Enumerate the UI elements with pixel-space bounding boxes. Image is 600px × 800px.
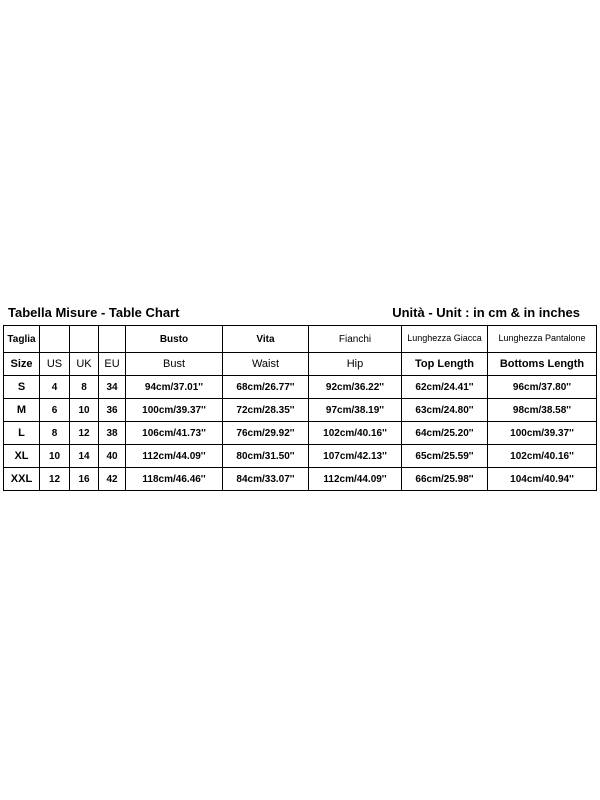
- table-row: [4, 376, 597, 399]
- cell-waist: 68cm/26.77'': [223, 376, 309, 399]
- header-us: US: [40, 353, 70, 376]
- header-size: Size: [4, 353, 40, 376]
- cell-eu: 34: [99, 376, 126, 399]
- cell-bust: 118cm/46.46'': [126, 468, 223, 491]
- header-top-length: Top Length: [402, 353, 488, 376]
- table-row: [4, 468, 597, 491]
- cell-bottoms-length: 98cm/38.58'': [488, 399, 597, 422]
- table-row: [4, 422, 597, 445]
- cell-bottoms-length: 102cm/40.16'': [488, 445, 597, 468]
- header-hip: Hip: [309, 353, 402, 376]
- header-row-english: [4, 353, 597, 376]
- cell-uk: 12: [70, 422, 99, 445]
- header-vita: Vita: [223, 326, 309, 353]
- cell-waist: 76cm/29.92'': [223, 422, 309, 445]
- cell-bottoms-length: 96cm/37.80'': [488, 376, 597, 399]
- header-lunghezza-pantalone: Lunghezza Pantalone: [488, 326, 597, 353]
- header-uk: UK: [70, 353, 99, 376]
- cell-waist: 72cm/28.35'': [223, 399, 309, 422]
- header-lunghezza-giacca: Lunghezza Giacca: [402, 326, 488, 353]
- header-busto: Busto: [126, 326, 223, 353]
- header-row-italian: [4, 326, 597, 353]
- header-it-uk: [70, 326, 99, 353]
- cell-eu: 38: [99, 422, 126, 445]
- cell-top-length: 66cm/25.98'': [402, 468, 488, 491]
- cell-bust: 100cm/39.37'': [126, 399, 223, 422]
- header-taglia: Taglia: [4, 326, 40, 353]
- cell-eu: 36: [99, 399, 126, 422]
- cell-hip: 102cm/40.16'': [309, 422, 402, 445]
- cell-top-length: 63cm/24.80'': [402, 399, 488, 422]
- cell-hip: 97cm/38.19'': [309, 399, 402, 422]
- size-chart-table: [3, 325, 597, 491]
- header-it-eu: [99, 326, 126, 353]
- cell-size: XXL: [4, 468, 40, 491]
- cell-hip: 92cm/36.22'': [309, 376, 402, 399]
- chart-title: Tabella Misure - Table Chart: [8, 305, 180, 320]
- cell-hip: 107cm/42.13'': [309, 445, 402, 468]
- cell-size: L: [4, 422, 40, 445]
- cell-bottoms-length: 104cm/40.94'': [488, 468, 597, 491]
- cell-us: 4: [40, 376, 70, 399]
- header-bust: Bust: [126, 353, 223, 376]
- cell-eu: 42: [99, 468, 126, 491]
- cell-bottoms-length: 100cm/39.37'': [488, 422, 597, 445]
- cell-size: S: [4, 376, 40, 399]
- cell-uk: 14: [70, 445, 99, 468]
- cell-waist: 84cm/33.07'': [223, 468, 309, 491]
- table-row: [4, 399, 597, 422]
- table-row: [4, 445, 597, 468]
- cell-top-length: 65cm/25.59'': [402, 445, 488, 468]
- header-waist: Waist: [223, 353, 309, 376]
- header-it-us: [40, 326, 70, 353]
- header-eu: EU: [99, 353, 126, 376]
- cell-top-length: 62cm/24.41'': [402, 376, 488, 399]
- cell-size: M: [4, 399, 40, 422]
- cell-uk: 10: [70, 399, 99, 422]
- cell-bust: 106cm/41.73'': [126, 422, 223, 445]
- cell-size: XL: [4, 445, 40, 468]
- cell-eu: 40: [99, 445, 126, 468]
- cell-top-length: 64cm/25.20'': [402, 422, 488, 445]
- cell-us: 6: [40, 399, 70, 422]
- cell-uk: 16: [70, 468, 99, 491]
- cell-uk: 8: [70, 376, 99, 399]
- cell-us: 8: [40, 422, 70, 445]
- cell-waist: 80cm/31.50'': [223, 445, 309, 468]
- cell-hip: 112cm/44.09'': [309, 468, 402, 491]
- cell-bust: 94cm/37.01'': [126, 376, 223, 399]
- header-bottoms-length: Bottoms Length: [488, 353, 597, 376]
- header-fianchi: Fianchi: [309, 326, 402, 353]
- cell-us: 12: [40, 468, 70, 491]
- units-note: Unità - Unit : in cm & in inches: [392, 305, 580, 320]
- cell-bust: 112cm/44.09'': [126, 445, 223, 468]
- cell-us: 10: [40, 445, 70, 468]
